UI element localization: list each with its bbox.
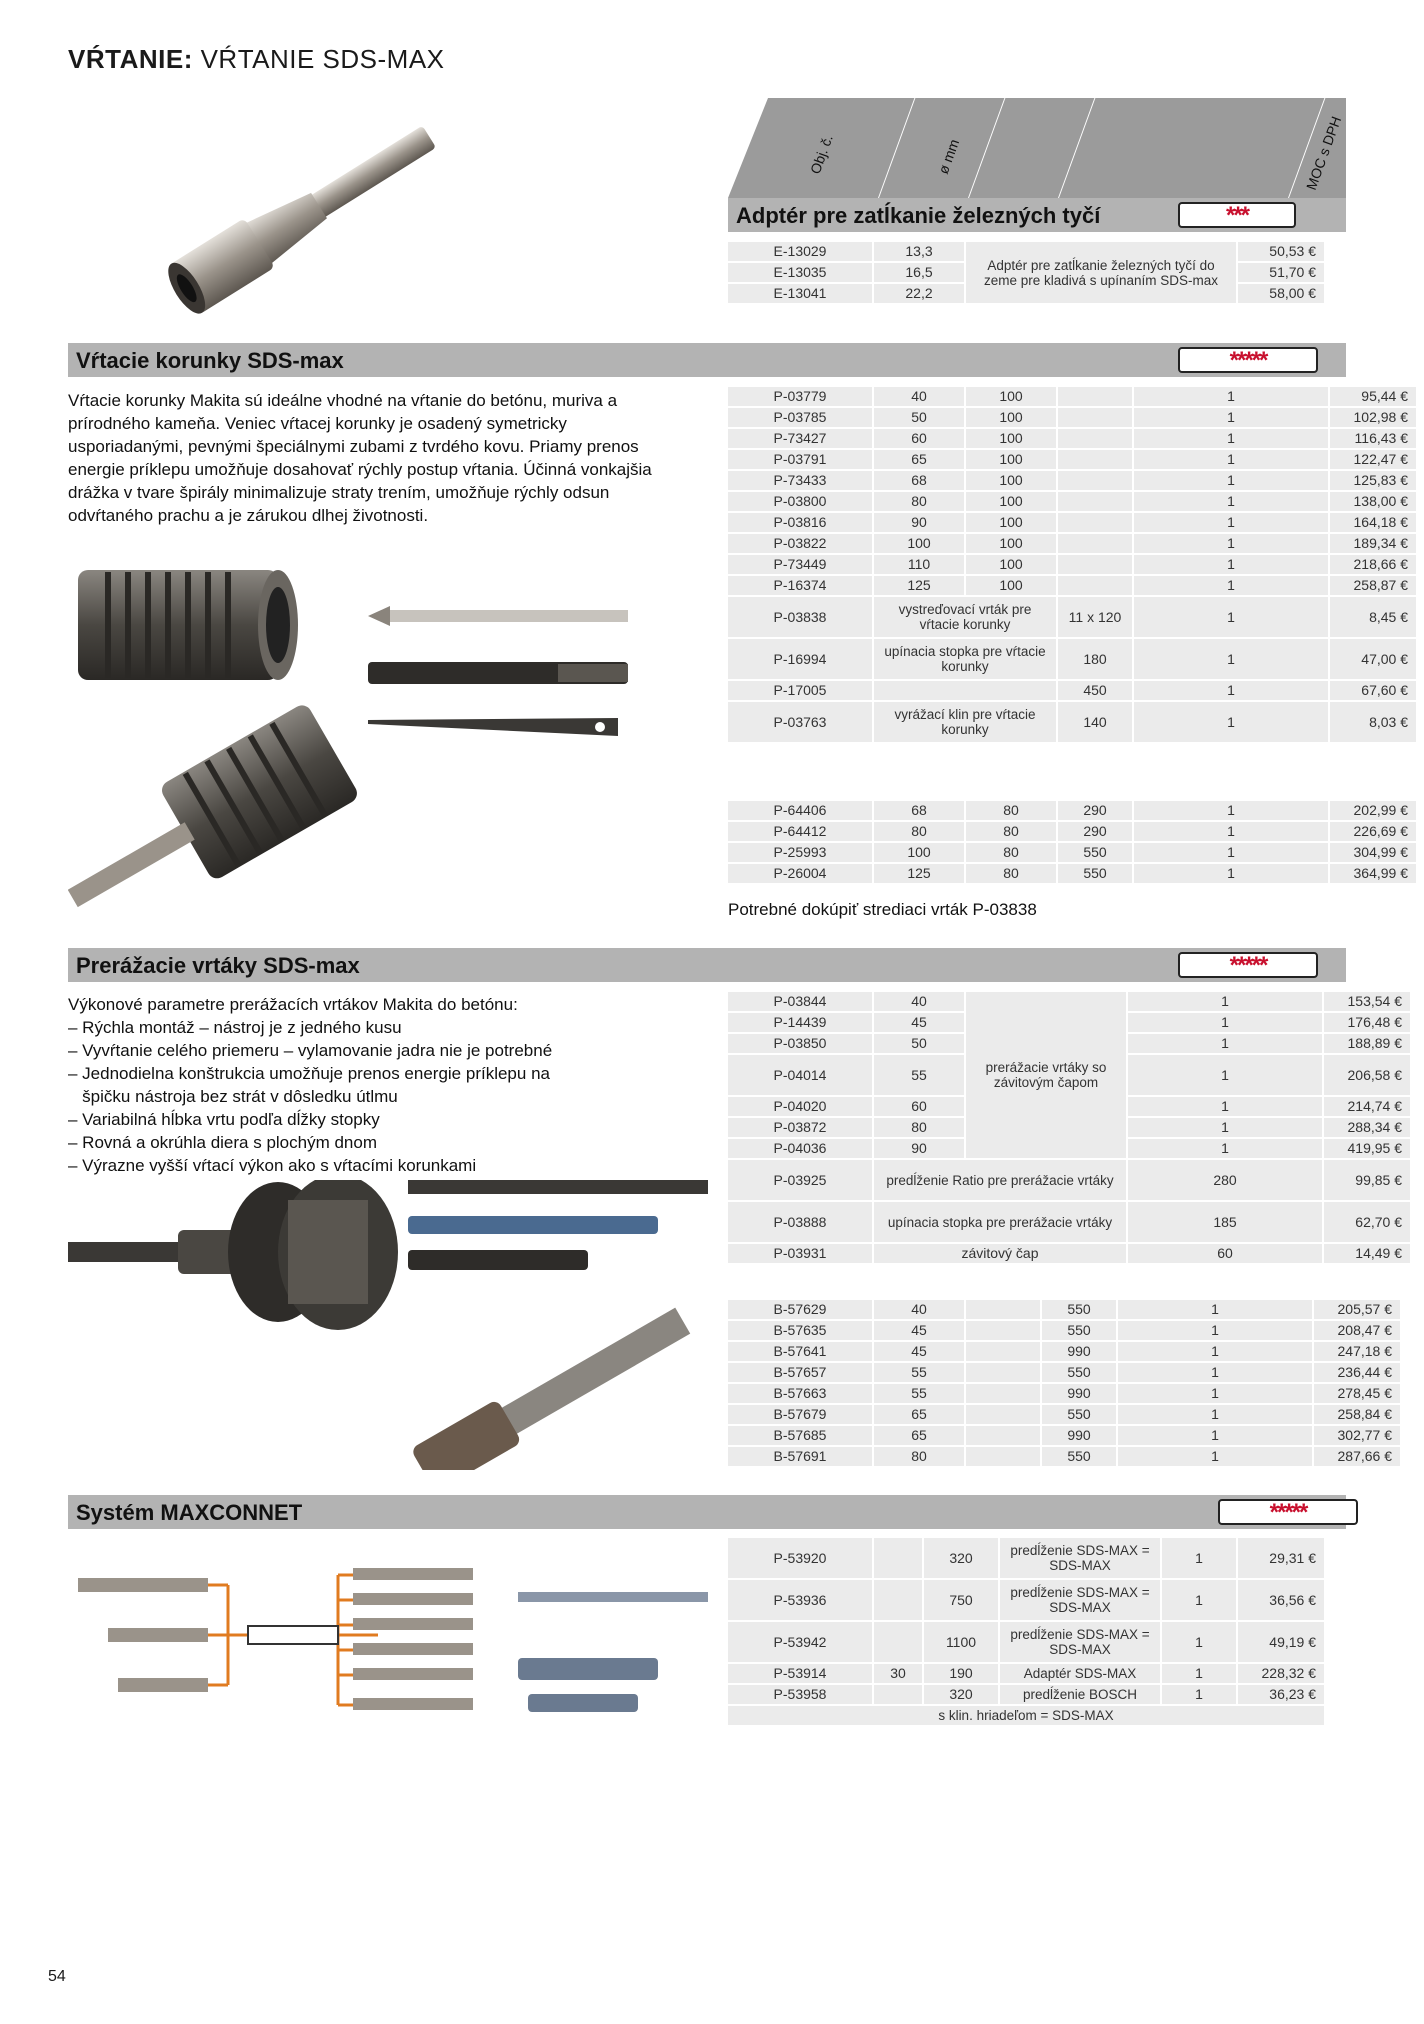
table-row: E-13041 22,2 58,00 € xyxy=(728,284,1326,305)
adapter-table xyxy=(728,242,1326,305)
table-row: B-57663 55 990 1 278,45 € xyxy=(728,1384,1402,1405)
table-row: P-64406 68 80 290 1 202,99 € xyxy=(728,801,1418,822)
prerazacie-table-2 xyxy=(728,1300,1402,1468)
tool-adapter-image xyxy=(160,100,460,320)
korunky-table-2 xyxy=(728,801,1418,885)
table-row: E-13029 13,3 Adptér pre zatĺkanie železných tyčí do zeme pre kladivá s upínaním SDS-max 50,53 € xyxy=(728,242,1326,263)
table-row: P-03838 vystreďovací vrták pre vŕtacie korunky 11 x 120 1 8,45 € xyxy=(728,597,1418,639)
table-row: P-17005 450 1 67,60 € xyxy=(728,681,1418,702)
column-header-obj: Obj. č. xyxy=(806,132,836,176)
section-bar-adapter xyxy=(728,198,1346,232)
table-row: B-57691 80 550 1 287,66 € xyxy=(728,1447,1402,1468)
section-title: Systém MAXCONNET xyxy=(76,1500,303,1525)
section-title: Vŕtacie korunky SDS-max xyxy=(76,348,344,373)
table-row: P-26004 125 80 550 1 364,99 € xyxy=(728,864,1418,885)
korunky-table xyxy=(728,387,1418,744)
table-row: s klin. hriadeľom = SDS-MAX xyxy=(728,1706,1326,1727)
prerazacie-table xyxy=(728,992,1412,1265)
core-bit-images xyxy=(68,560,358,910)
section-title: Prerážacie vrtáky SDS-max xyxy=(76,953,360,978)
table-row: P-04020 60 1 214,74 € xyxy=(728,1097,1412,1118)
table-row: B-57685 65 990 1 302,77 € xyxy=(728,1426,1402,1447)
table-row: P-16994 upínacia stopka pre vŕtacie korunky 180 1 47,00 € xyxy=(728,639,1418,681)
table-row: P-03791 65 100 1 122,47 € xyxy=(728,450,1418,471)
table-row: P-03785 50 100 1 102,98 € xyxy=(728,408,1418,429)
table-row: P-03844 40 prerážacie vrtáky so závitovým čapom 1 153,54 € xyxy=(728,992,1412,1013)
table-row: P-03816 90 100 1 164,18 € xyxy=(728,513,1418,534)
korunky-description: Vŕtacie korunky Makita sú ideálne vhodné na vŕtanie do betónu, muriva a prírodného kameňa. Veniec vŕtacej korunky je osadený symetricky usporiadanými, pevnými špeciálnymi zubami z tvrdého kovu. Priamy prenos energie príklepu umožňuje dosahovať rýchly postup vŕtania. Účinná vonkajšia drážka v tvare špirály minimalizuje straty trením, umožňuje rýchly odsun odvŕtaného prachu a je zárukou dlhej životnosti. xyxy=(68,391,652,525)
maxconnet-system-diagram xyxy=(68,1560,708,1720)
rating-stars: ***** xyxy=(1178,347,1318,373)
table-row: P-53942 1100 predĺženie SDS-MAX = SDS-MAX 1 49,19 € xyxy=(728,1622,1326,1664)
section-bar-korunky xyxy=(68,343,1346,377)
table-row: P-03931 závitový čap 60 14,49 € xyxy=(728,1244,1412,1265)
table-row: P-73427 60 100 1 116,43 € xyxy=(728,429,1418,450)
table-row: P-25993 100 80 550 1 304,99 € xyxy=(728,843,1418,864)
table-row: P-03763 vyrážací klin pre vŕtacie korunky 140 1 8,03 € xyxy=(728,702,1418,744)
column-header-diam: ø mm xyxy=(934,136,963,176)
table-row: P-03872 80 1 288,34 € xyxy=(728,1118,1412,1139)
table-row: P-04014 55 1 206,58 € xyxy=(728,1055,1412,1097)
maxconnet-table xyxy=(728,1538,1326,1727)
table-row: P-64412 80 80 290 1 226,69 € xyxy=(728,822,1418,843)
table-row: P-03779 40 100 1 95,44 € xyxy=(728,387,1418,408)
table-row: P-16374 125 100 1 258,87 € xyxy=(728,576,1418,597)
column-header-moc: MOC s DPH xyxy=(1302,114,1345,192)
table-row: E-13035 16,5 51,70 € xyxy=(728,263,1326,284)
rating-stars: ***** xyxy=(1218,1499,1358,1525)
page-number: 54 xyxy=(48,1968,66,1985)
rating-stars: *** xyxy=(1178,202,1296,228)
table-row: P-53936 750 predĺženie SDS-MAX = SDS-MAX 1 36,56 € xyxy=(728,1580,1326,1622)
section-title: Adptér pre zatĺkanie železných tyčí xyxy=(736,203,1101,228)
table-row: P-03822 100 100 1 189,34 € xyxy=(728,534,1418,555)
table-row: P-73449 110 100 1 218,66 € xyxy=(728,555,1418,576)
table-row: B-57629 40 550 1 205,57 € xyxy=(728,1300,1402,1321)
table-row: P-04036 90 1 419,95 € xyxy=(728,1139,1412,1160)
table-row: B-57635 45 550 1 208,47 € xyxy=(728,1321,1402,1342)
section-bar-prerazacie xyxy=(68,948,1346,982)
table-row: P-53920 320 predĺženie SDS-MAX = SDS-MAX 1 29,31 € xyxy=(728,1538,1326,1580)
table-row: B-57657 55 550 1 236,44 € xyxy=(728,1363,1402,1384)
table-row: P-53914 30 190 Adaptér SDS-MAX 1 228,32 € xyxy=(728,1664,1326,1685)
table-row: P-03800 80 100 1 138,00 € xyxy=(728,492,1418,513)
table-row: B-57641 45 990 1 247,18 € xyxy=(728,1342,1402,1363)
rating-stars: ***** xyxy=(1178,952,1318,978)
table-row: P-53958 320 predĺženie BOSCH 1 36,23 € xyxy=(728,1685,1326,1706)
breakthrough-drill-images xyxy=(68,1180,718,1470)
prerazacie-description: Výkonové parametre prerážacích vrtákov Makita do betónu: – Rýchla montáž – nástroj je z jedného kusu – Vyvŕtanie celého priemeru – vylamovanie jadra nie je potrebné – Jednodielna konštrukcia umožňuje prenos energie príklepu na špičku nástroja bez strát v dôsledku útlmu – Variabilná hĺbka vrtu podľa dĺžky stopky – Rovná a okrúhla diera s plochým dnom – Výrazne vyšší vŕtací výkon ako s vŕtacími korunkami xyxy=(68,995,553,1175)
table-row: P-03850 50 1 188,89 € xyxy=(728,1034,1412,1055)
page-title: VŔTANIE: VŔTANIE SDS-MAX xyxy=(68,44,445,74)
purchase-note: Potrebné dokúpiť strediaci vrták P-03838 xyxy=(728,900,1037,919)
table-row: P-03888 upínacia stopka pre prerážacie vrtáky 185 62,70 € xyxy=(728,1202,1412,1244)
table-row: P-14439 45 1 176,48 € xyxy=(728,1013,1412,1034)
table-row: B-57679 65 550 1 258,84 € xyxy=(728,1405,1402,1426)
accessory-images xyxy=(368,600,638,760)
table-row: P-03925 predĺženie Ratio pre prerážacie vrtáky 280 99,85 € xyxy=(728,1160,1412,1202)
table-row: P-73433 68 100 1 125,83 € xyxy=(728,471,1418,492)
section-bar-maxconnet xyxy=(68,1495,1346,1529)
